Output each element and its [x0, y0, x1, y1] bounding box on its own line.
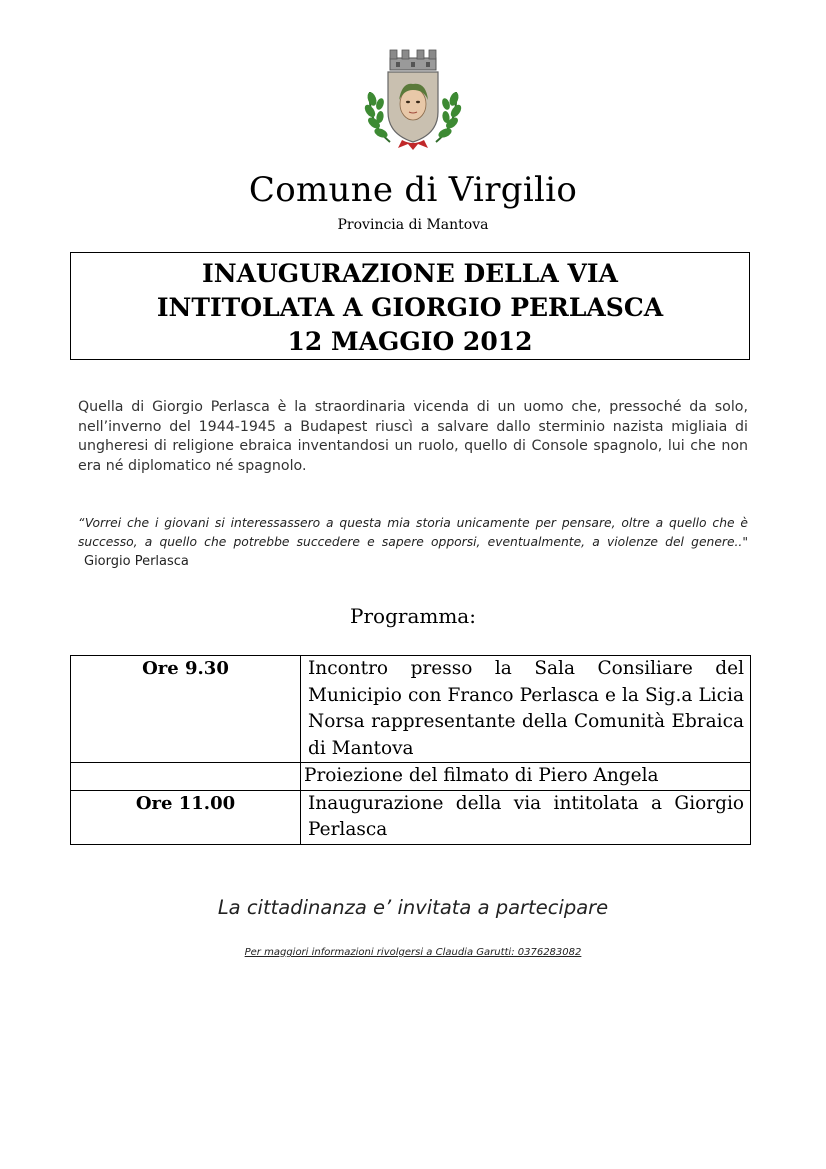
program-table: [70, 655, 751, 845]
row-time: Ore 11.00: [71, 790, 301, 844]
province-name: Provincia di Mantova: [337, 217, 489, 233]
table-row: [71, 656, 751, 763]
row-time: Ore 9.30: [71, 656, 301, 763]
row-description: Incontro presso la Sala Consiliare del Municipio con Franco Perlasca e la Sig.a Licia Norsa rappresentante della Comunità Ebraica di Mantova: [301, 656, 751, 763]
quote-block: [78, 514, 748, 571]
program-heading: Programma:: [350, 604, 476, 628]
town-name: Comune di Virgilio: [248, 170, 578, 210]
invitation-text: La cittadinanza e’ invitata a partecipare: [217, 896, 609, 919]
contact-info: Per maggiori informazioni rivolgersi a Claudia Garutti: 0376283082: [244, 947, 582, 958]
row-description: Proiezione del filmato di Piero Angela: [301, 763, 751, 791]
coat-of-arms-icon: [358, 44, 468, 154]
headline-line-1: INAUGURAZIONE DELLA VIA: [202, 259, 618, 288]
headline-line-3: 12 MAGGIO 2012: [287, 327, 533, 356]
quote-author: Giorgio Perlasca: [84, 554, 189, 569]
row-time: [71, 763, 301, 791]
headline-line-2: INTITOLATA A GIORGIO PERLASCA: [156, 293, 664, 322]
intro-paragraph: Quella di Giorgio Perlasca è la straordinaria vicenda di un uomo che, pressoché da solo, nell’inverno del 1944-1945 a Budapest riuscì a salvare dallo sterminio nazista migliaia di ungheresi di religione ebraica inventandosi un ruolo, quello di Console spagnolo, lui che non era né diplomatico né spagnolo.: [78, 399, 748, 474]
table-row: [71, 790, 751, 844]
row-description: Inaugurazione della via intitolata a Giorgio Perlasca: [301, 790, 751, 844]
event-headline: [70, 252, 750, 360]
table-row: [71, 763, 751, 791]
quote-text: “Vorrei che i giovani si interessassero a questa mia storia unicamente per pensare, oltre a quello che è successo, a quello che potrebbe succedere e sapere opporsi, eventualmente, a violenze del genere..": [78, 516, 748, 549]
